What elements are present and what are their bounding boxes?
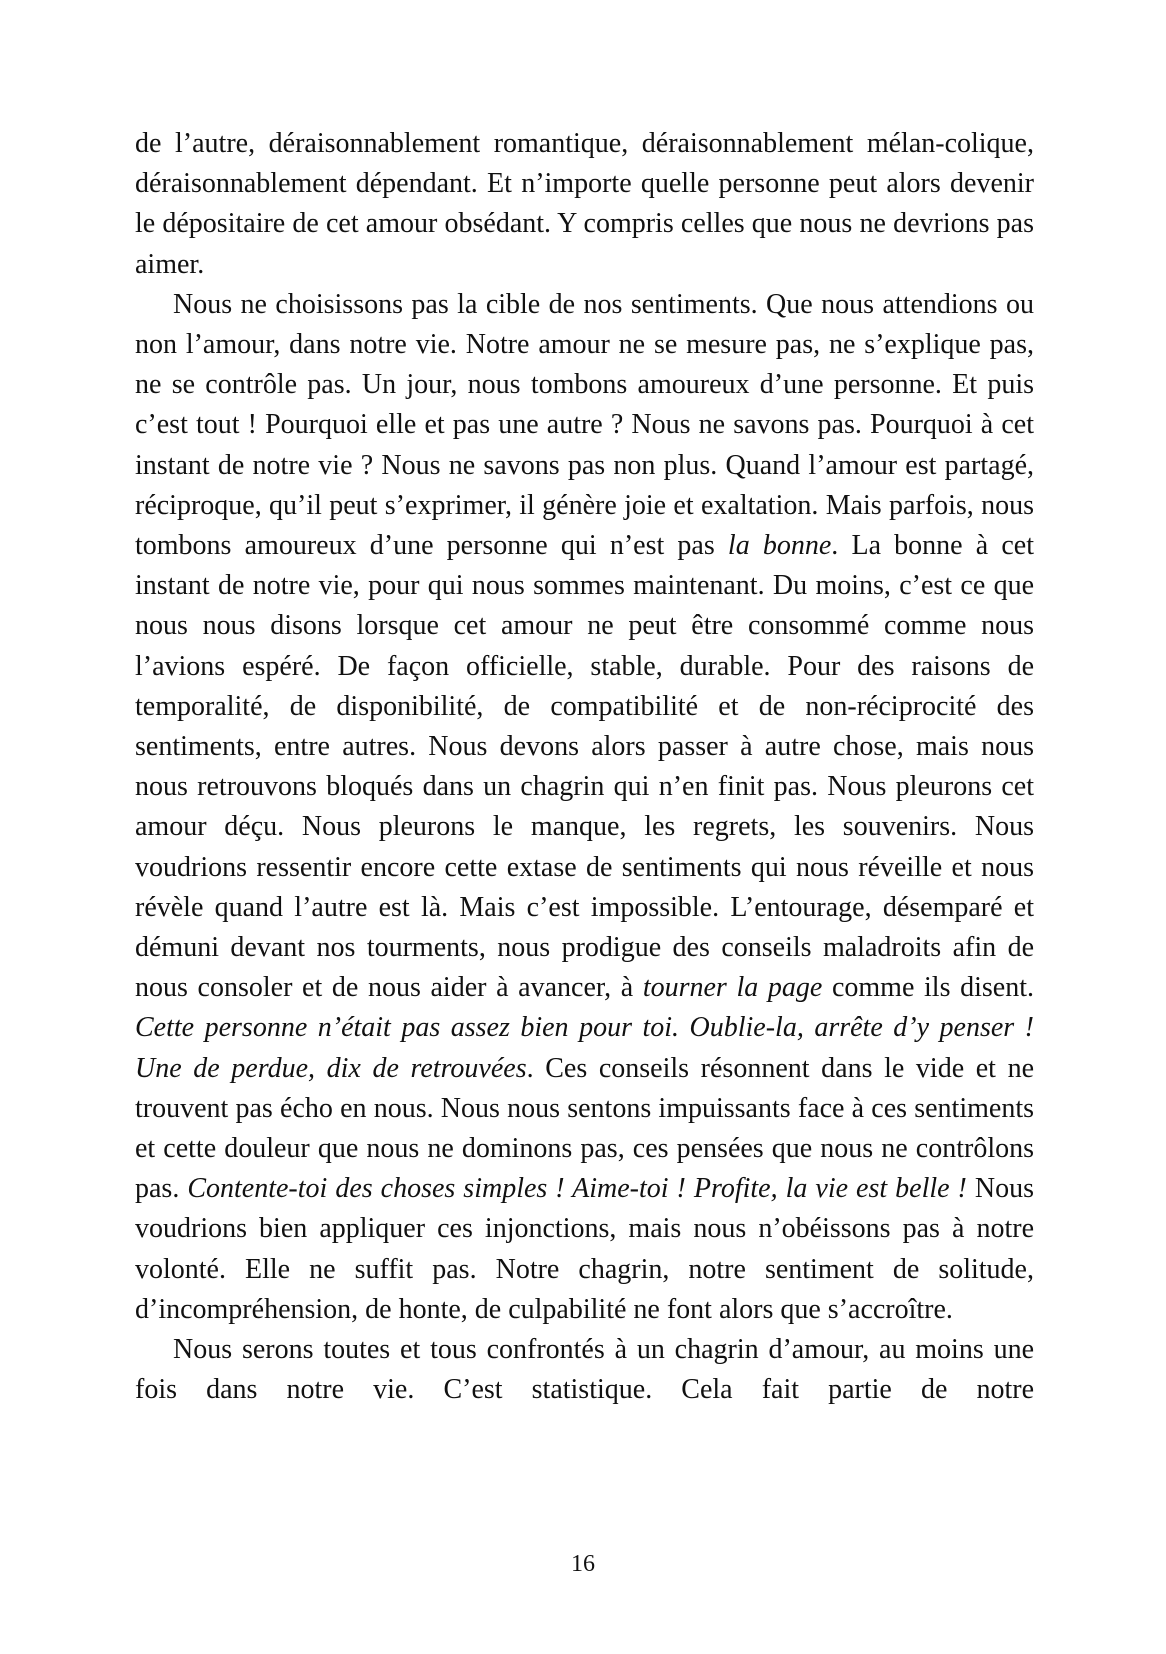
text-run: comme ils disent. — [822, 972, 1034, 1004]
text-run: . Ces conseils résonnent dans le vide et ne trouvent pas écho en nous. Nous nous sentons impuissants face à ces sentiments et cette douleur que nous ne dominons pas, ces pensées que nous ne contrôlons pas. — [135, 1052, 1035, 1205]
paragraph-p2 — [135, 285, 1034, 1330]
text-run: de l’autre, déraisonnablement romantique, déraisonnablement mélan-colique, déraisonnablement dépendant. Et n’importe quelle personne peut alors devenir le dépositaire de cet amour obsédant. Y compris celles que nous ne devrions pas aimer. — [135, 128, 1034, 280]
text-run: Nous voudrions bien appliquer ces injonctions, mais nous n’obéissons pas à notre volonté. Elle ne suffit pas. Notre chagrin, notre sentiment de solitude, d’incompréhension, de honte, de culpabilité ne font alors que s’accroître. — [135, 1173, 1035, 1325]
italic-text-run: la bonne — [727, 530, 832, 562]
text-run: Nous ne choisissons pas la cible de nos sentiments. Que nous attendions ou non l’amour, dans notre vie. Notre amour ne se mesure pas, ne s’explique pas, ne se contrôle pas. Un jour, nous tombons amoureux d’une personne. Et puis c’est tout ! Pourquoi elle et pas une autre ? Nous ne savons pas. Pourquoi à cet instant de notre vie ? Nous ne savons pas non plus. Quand l’amour est partagé, réciproque, qu’il peut s’exprimer, il génère joie et exaltation. Mais parfois, nous tombons amoureux d’une personne qui n’est pas — [135, 288, 1034, 562]
italic-text-run: Cette personne n’était pas assez bien pour toi. Oublie-la, arrête d’y penser ! Une de perdue, dix de retrouvées — [135, 1012, 1034, 1084]
italic-text-run: tourner la page — [642, 972, 823, 1004]
text-run: Nous serons toutes et tous confrontés à un chagrin d’amour, au moins une fois dans notre vie. C’est statistique. Cela fait partie de notre — [135, 1334, 1034, 1406]
page-body — [135, 124, 1034, 1411]
page-number: 16 — [571, 1551, 595, 1577]
paragraph-p1 — [135, 124, 1034, 285]
text-run: . La bonne à cet instant de notre vie, pour qui nous sommes maintenant. Du moins, c’est ce que nous nous disons lorsque cet amour ne peut être consommé comme nous l’avions espéré. De façon officielle, stable, durable. Pour des raisons de temporalité, de disponibilité, de compatibilité et de non-réciprocité des sentiments, entre autres. Nous devons alors passer à autre chose, mais nous nous retrouvons bloqués dans un chagrin qui n’en finit pas. Nous pleurons cet amour déçu. Nous pleurons le manque, les regrets, les souvenirs. Nous voudrions ressentir encore cette extase de sentiments qui nous réveille et nous révèle quand l’autre est là. Mais c’est impossible. L’entourage, désemparé et démuni devant nos tourments, nous prodigue des conseils maladroits afin de nous consoler et de nous aider à avancer, à — [135, 530, 1034, 1004]
italic-text-run: Contente-toi des choses simples ! Aime-toi ! Profite, la vie est belle ! — [187, 1173, 967, 1205]
paragraph-p3 — [135, 1330, 1034, 1410]
